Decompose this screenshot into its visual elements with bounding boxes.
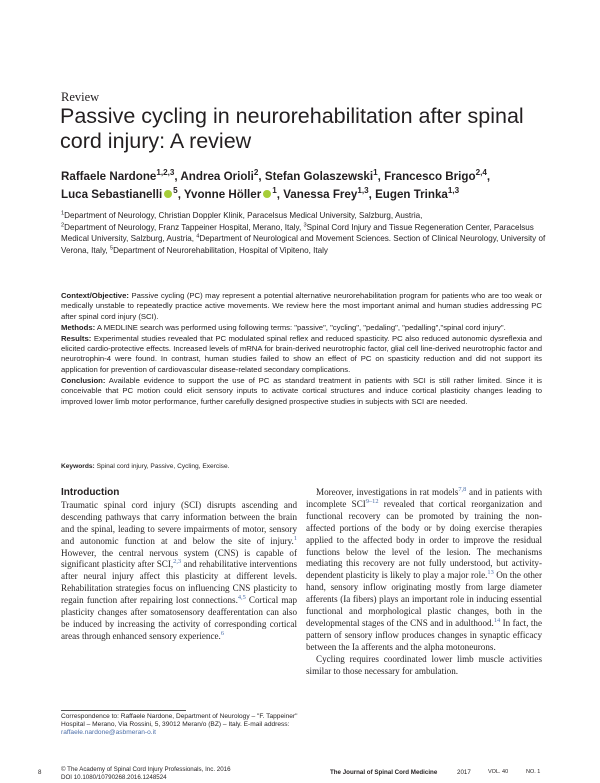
- doi-link[interactable]: DOI 10.1080/10790268.2016.1248524: [61, 774, 167, 781]
- page-number: 8: [38, 769, 42, 776]
- citation-link[interactable]: 6: [220, 629, 225, 637]
- author[interactable]: Yvonne Höller $^1$: [183, 186, 277, 201]
- journal-name: The Journal of Spinal Cord Medicine: [330, 769, 438, 776]
- correspondence-note: Correspondence to: Raffaele Nardone, Department of Neurology – "F. Tappeiner" Hospital – Merano, Via Rossini, 5, 39012 Meran/o (BZ) – Italy. E-mail address: raffaele.nardone@asbmeran-o.it: [61, 713, 298, 737]
- author[interactable]: Eugen Trinka$^{1,3}$: [375, 186, 460, 201]
- author[interactable]: Luca Sebastianelli $^5$: [61, 186, 178, 201]
- citation-link[interactable]: 4,5: [237, 594, 246, 602]
- citation-link[interactable]: 2,3: [173, 558, 182, 566]
- author[interactable]: Andrea Orioli$^2$: [180, 168, 259, 183]
- citation-link[interactable]: 13: [487, 569, 494, 577]
- page-footer: [0, 766, 600, 783]
- section-heading: Introduction: [61, 487, 120, 498]
- body-column-right: [306, 487, 542, 678]
- author[interactable]: Francesco Brigo$^{2,4}$: [384, 168, 487, 183]
- paragraph: Traumatic spinal cord injury (SCI) disrupts ascending and descending pathways that carry information between the brain and the spinal, leading to severe impairments of motor, sensory and autonomic function at and below the site of injury.$^1$ However, the central nervous system (CNS) is capable of significant plasticity after SCI,$^{2,3}$ and rehabilitative interventions after neural injury affect this plasticity at different levels. Rehabilitation strategies focus on influencing CNS plasticity to regain function after repairing lost connections.$^{4,5}$ Cortical map plasticity changes after somatosensory deafferentation can also be induced by increasing the activity of corresponding cortical areas through enhanced sensory experience.$^6$: [61, 499, 298, 641]
- orcid-icon[interactable]: [263, 190, 271, 198]
- journal-issue: NO. 1: [526, 769, 541, 775]
- citation-link[interactable]: 14: [493, 616, 501, 624]
- abstract-methods: Methods: A MEDLINE search was performed using following terms: "passive", "cycling", "pedaling", "pedalling","spinal cord injury".: [61, 322, 506, 332]
- footnote-divider: [61, 710, 186, 711]
- author[interactable]: Raffaele Nardone$^{1,2,3}$: [61, 168, 175, 183]
- email-link[interactable]: raffaele.nardone@asbmeran-o.it: [61, 729, 156, 737]
- author-list: Raffaele Nardone$^{1,2,3}$, Andrea Orioli$^2$, Stefan Golaszewski$^1$, Francesco Brigo$^{2,4}$, Luca Sebastianelli $^5$, Yvonne Höller $^1$, Vanessa Frey$^{1,3}$, Eugen Trinka$^{1,3}$: [61, 168, 491, 201]
- journal-year: 2017: [457, 769, 471, 776]
- journal-volume: VOL. 40: [488, 769, 509, 775]
- citation-link[interactable]: 9–12: [365, 497, 379, 505]
- author[interactable]: Stefan Golaszewski$^1$: [264, 168, 378, 183]
- affiliations: $^1$Department of Neurology, Christian Doppler Klinik, Paracelsus Medical University, Salzburg, Austria, $^2$Department of Neurology, Franz Tappeiner Hospital, Merano, Italy, $^3$Spinal Cord Injury and Tissue Regeneration Center, Paracelsus Medical University, Salzburg, Austria, $^4$Department of Neurological and Movement Sciences. Section of Clinical Neurology, University of Verona, Italy, $^5$Department of Neurorehabilitation, Hospital of Vipiteno, Italy: [61, 210, 546, 255]
- paragraph: Moreover, investigations in rat models$^{7,8}$ and in patients with incomplete SCI$^{9-12}$ revealed that cortical reorganization and functional recovery can be promoted by training the non-affected portions of the body or by doing exercise therapies applied to the affected body in order to improve the residual functions below the level of the lesion. The mechanisms mediating this recovery are not fully understood, but activity-dependent plasticity is likely to play a major role.$^{13}$ On the other hand, sensory inflow originating mostly from large diameter afferents (Ia fibers) plays an important role in inducing essential functional and morphological plastic changes, both in the developmental stages of the CNS and in adulthood.$^{14}$ In fact, the pattern of sensory inflow produces changes in synaptic efficacy between the Ia afferents and the alpha motoneurons.: [306, 485, 543, 652]
- abstract-results: Results: Experimental studies revealed that PC modulated spinal reflex and reduced spasticity. PC also reduced autonomic dysreflexia and elicited cardio-protective effects. Increased levels of mRNA for brain-derived neurotrophic factor, glial cell line-derived neurotrophic factor and neurotrophin-4 were found. In contrast, human studies failed to show an effect of PC on spasticity reduction and did not support its application for prevention of cardiovascular disease-related secondary complications.: [61, 333, 543, 374]
- abstract-context: Context/Objective: Passive cycling (PC) may represent a potential alternative neurorehabilitation program for patients who are too weak or medically unstable to repeatedly practice active movements. We review here the most important animal and human studies addressing PC after spinal cord injury (SCI).: [61, 291, 543, 321]
- copyright-notice: © The Academy of Spinal Cord Injury Professionals, Inc. 2016 DOI 10.1080/10790268.2016.1248524: [61, 766, 231, 781]
- article-type-label: Review: [61, 90, 100, 104]
- article-title: Passive cycling in neurorehabilitation after spinal cord injury: A review: [60, 104, 524, 153]
- body-column-left: [61, 487, 297, 643]
- keywords: Keywords: Spinal cord injury, Passive, Cycling, Exercise.: [61, 463, 230, 470]
- citation-link[interactable]: 7,8: [458, 485, 467, 493]
- orcid-icon[interactable]: [164, 190, 172, 198]
- abstract: [61, 291, 542, 407]
- paragraph: Cycling requires coordinated lower limb muscle activities similar to those necessary for ambulation.: [306, 653, 542, 676]
- abstract-conclusion: Conclusion: Available evidence to support the use of PC as standard treatment in patients with SCI is still rather limited. Since it is conceivable that PC motion could elicit sensory inputs to activate cortical structures and induce cortical plasticity changes leading to improved lower limb motor performance, further carefully designed prospective studies in subjects with SCI are needed.: [61, 375, 542, 406]
- author[interactable]: Vanessa Frey$^{1,3}$: [283, 186, 369, 201]
- citation-link[interactable]: 1: [293, 534, 297, 542]
